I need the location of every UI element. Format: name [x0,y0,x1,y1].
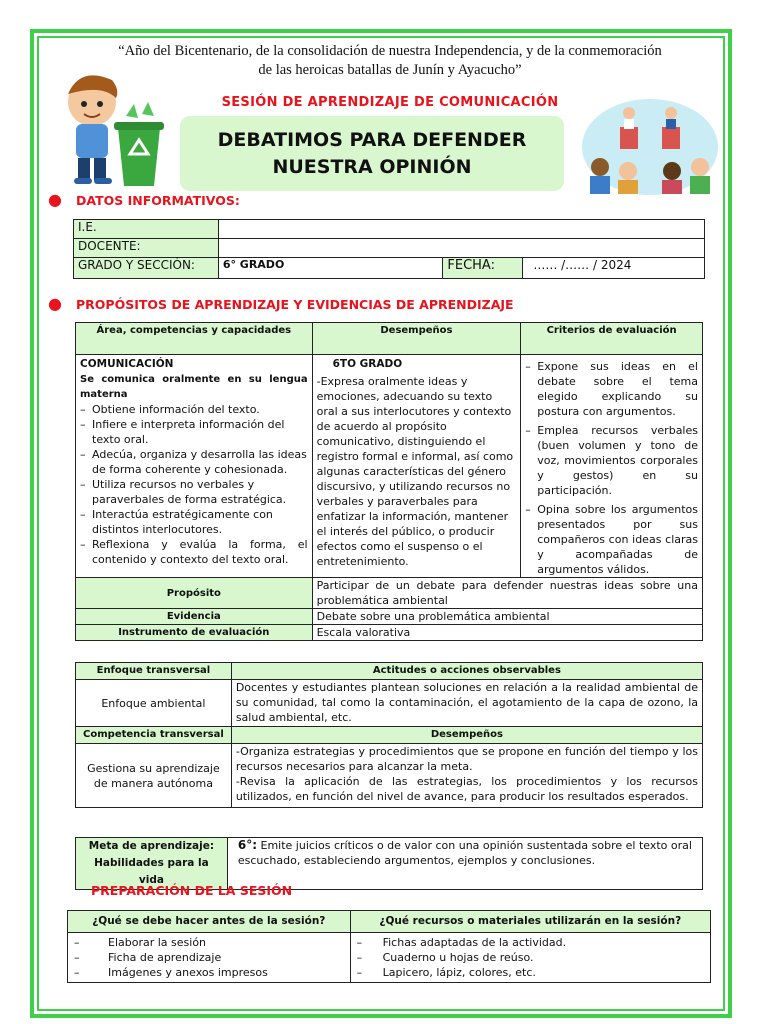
meta-grade: 6°: [237,838,257,852]
recursos-cell [350,933,710,983]
actitudes-text: Docentes y estudiantes plantean soluciones en relación a la realidad ambiental de su comunidad, tal como la contaminación, el agotamiento de la capa de ozono, la salud ambiental, etc. [231,680,702,727]
meta-text: Emite juicios críticos o de valor con una opinión sustentada sobre el texto oral escuchado, estableciendo argumentos, ejemplos y conclusiones. [237,839,692,867]
criterio-item: – Expone sus ideas en el debate sobre el tema elegido explicando su postura con argumentos. [525,359,698,419]
area-cell [76,355,313,578]
criterios-cell [521,355,703,578]
docente-field[interactable] [218,239,704,258]
meta-label: Meta de aprendizaje: Habilidades para la vida [76,838,228,890]
criterio-item: – Opina sobre los argumentos presentados por sus compañeros con ideas claras y acompañadas de argumentos válidos. [525,502,698,577]
recurso-item: – Cuaderno u hojas de reúso. [357,950,704,965]
preparacion-table [67,910,711,983]
capacidad-item: – Adecúa, organiza y desarrolla las ideas de forma coherente y cohesionada. [80,447,308,477]
capacidad-item: – Interactúa estratégicamente con distintos interlocutores. [80,507,308,537]
criterio-item: – Emplea recursos verbales (buen volumen y tono de voz, movimientos corporales y gestos) en su participación. [525,423,698,498]
antes-item: – Ficha de aprendizaje [74,950,344,965]
propositos-heading-text: PROPÓSITOS DE APRENDIZAJE Y EVIDENCIAS DE APRENDIZAJE [76,297,514,312]
instrumento-label: Instrumento de evaluación [76,625,313,641]
propositos-table [75,322,703,641]
area-title: COMUNICACIÓN [80,358,174,370]
antes-cell [68,933,351,983]
capacidad-item: – Infiere e interpreta información del texto oral. [80,417,308,447]
propositos-heading [48,294,514,313]
capacidad-item: – Utiliza recursos no verbales y paraverbales de forma estratégica. [80,477,308,507]
evidencia-value: Debate sobre una problemática ambiental [312,609,702,625]
competencia-name: Gestiona su aprendizaje de manera autónoma [76,744,232,808]
bullet-icon: ● [48,294,62,313]
datos-heading [48,190,240,209]
capacidad-item: – Reflexiona y evalúa la forma, el contenido y contexto del texto oral. [80,537,308,567]
col-area-header: Área, competencias y capacidades [76,323,313,355]
col-competencia-header: Competencia transversal [76,727,232,744]
session-title-line-2: NUESTRA OPINIÓN [272,156,472,178]
motto-line-2: de las heroicas batallas de Junín y Ayacucho” [258,62,522,78]
session-title-line-1: DEBATIMOS PARA DEFENDER [217,129,527,151]
recursos-list [357,935,704,980]
antes-item: – Imágenes y anexos impresos [74,965,344,980]
desempeno-transversal-2: -Revisa la aplicación de las estrategias, los procedimientos y los recursos utilizados, en función del nivel de avance, para producir los resultados esperados. [235,775,698,803]
col-criterios-header: Criterios de evaluación [521,323,703,355]
session-title [180,116,564,191]
session-type: SESIÓN DE APRENDIZAJE DE COMUNICACIÓN [221,95,559,110]
recurso-item: – Lapicero, lápiz, colores, etc. [357,965,704,980]
fecha-value: …… /…… / 2024 [523,258,705,279]
datos-table [73,219,705,279]
ie-label: I.E. [74,220,219,239]
col-desempenos-transversal-header: Desempeños [231,727,702,744]
competencia-text: Se comunica oralmente en su lengua materna [80,374,308,400]
col-recursos-header: ¿Qué recursos o materiales utilizarán en la sesión? [350,911,710,933]
bullet-icon: ● [48,190,62,209]
grado-value: 6° GRADO [218,258,443,279]
ie-field[interactable] [218,220,704,239]
col-antes-header: ¿Qué se debe hacer antes de la sesión? [68,911,351,933]
desempeno-cell [312,355,521,578]
col-enfoque-header: Enfoque transversal [76,663,232,680]
docente-label: DOCENTE: [74,239,219,258]
proposito-value: Participar de un debate para defender nuestras ideas sobre una problemática ambiental [312,578,702,609]
antes-item: – Elaborar la sesión [74,935,344,950]
meta-cell [227,838,702,890]
fecha-label: FECHA: [443,258,523,279]
proposito-label: Propósito [76,578,313,609]
motto-line-1: “Año del Bicentenario, de la consolidación de nuestra Independencia, y de la conmemoración [118,43,662,59]
desempeno-transversal-1: -Organiza estrategias y procedimientos que se propone en función del tiempo y los recursos necesarios para alcanzar la meta. [235,745,698,773]
enfoque-table [75,662,703,808]
col-actitudes-header: Actitudes o acciones observables [231,663,702,680]
instrumento-value: Escala valorativa [312,625,702,641]
desempenos-transversal-cell [231,744,702,808]
recurso-item: – Fichas adaptadas de la actividad. [357,935,704,950]
grado-title: 6TO GRADO [332,358,403,370]
datos-heading-text: DATOS INFORMATIVOS: [76,193,240,208]
preparacion-heading: PREPARACIÓN DE LA SESIÓN [91,883,293,898]
enfoque-name: Enfoque ambiental [76,680,232,727]
criterios-list [525,359,698,577]
desempeno-text: -Expresa oralmente ideas y emociones, adecuando su texto oral a sus interlocutores y contexto de acuerdo al propósito comunicativo, distinguiendo el registro formal e informal, así como algunas características del género discursivo, y utilizando recursos no verbales y paraverbales para enfatizar la información, mantener el interés del público, o producir efectos como el suspenso o el entretenimiento. [316,375,514,568]
capacidades-list [80,402,308,567]
antes-list [74,935,344,980]
debate-illustration [580,97,720,197]
boy-recycling-illustration [50,64,170,194]
grado-label: GRADO Y SECCIÓN: [74,258,219,279]
capacidad-item: – Obtiene información del texto. [80,402,308,417]
col-desempenos-header: Desempeños [312,323,521,355]
evidencia-label: Evidencia [76,609,313,625]
